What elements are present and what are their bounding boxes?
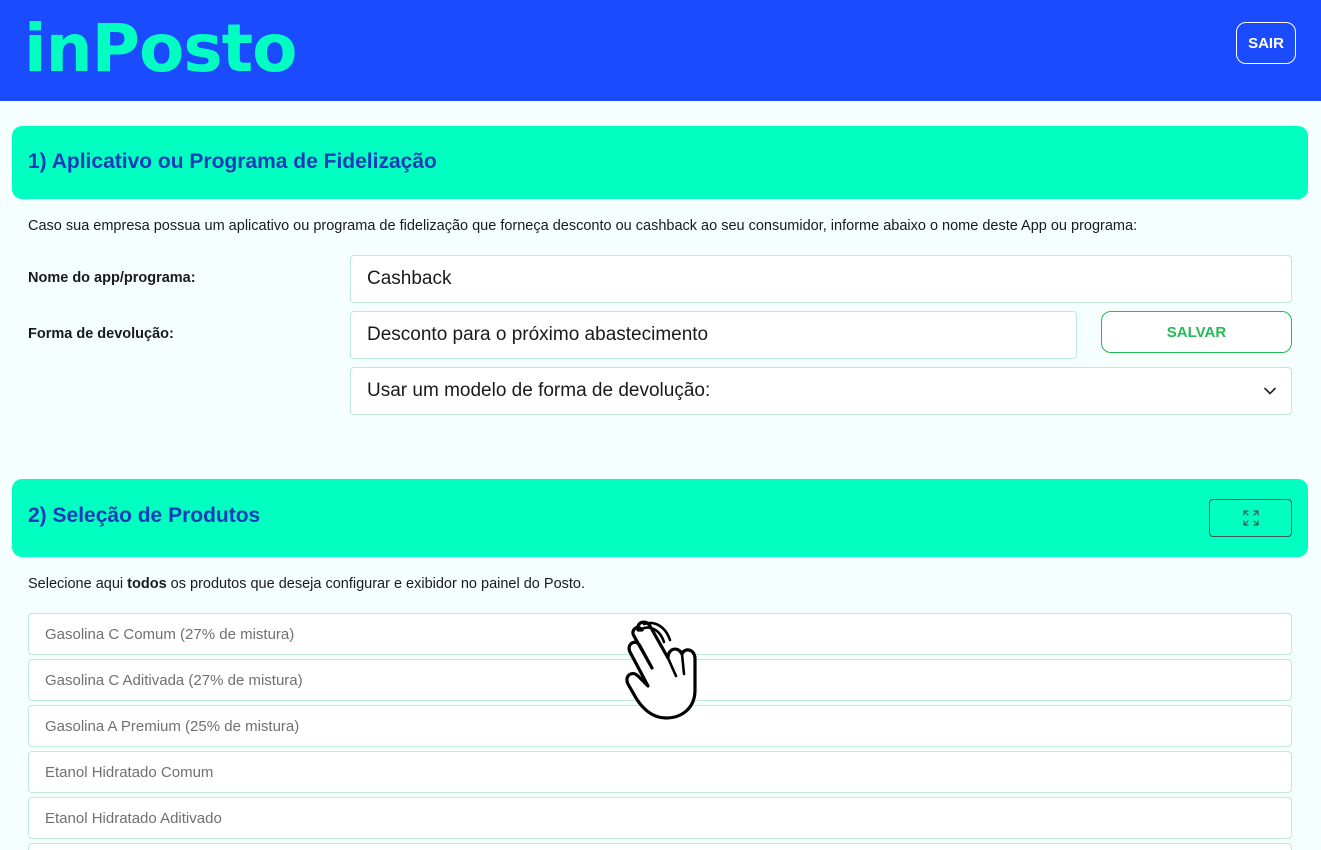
save-button[interactable]: SALVAR	[1101, 311, 1292, 353]
section-loyalty-header	[12, 126, 1308, 199]
product-item[interactable]: Gasolina A Premium (25% de mistura)	[28, 705, 1292, 747]
products-description-pre: Selecione aqui	[28, 576, 128, 592]
expand-button[interactable]	[1209, 499, 1292, 537]
return-model-select-value: Usar um modelo de forma de devolução:	[367, 380, 711, 401]
products-description	[28, 576, 585, 592]
loyalty-description: Caso sua empresa possua um aplicativo ou programa de fidelização que forneça desconto ou cashback ao seu consumidor, informe abaixo o nome deste App ou programa:	[28, 218, 1138, 234]
section-products-title: 2) Seleção de Produtos	[28, 504, 261, 527]
chevron-down-icon	[1263, 384, 1277, 398]
return-model-select[interactable]	[350, 367, 1292, 415]
product-item[interactable]: Etanol Hidratado Aditivado	[28, 797, 1292, 839]
logout-button[interactable]: SAIR	[1236, 22, 1296, 64]
hand-pointer-icon	[622, 618, 700, 722]
section-loyalty-title: 1) Aplicativo ou Programa de Fidelização	[28, 150, 437, 173]
return-method-label: Forma de devolução:	[28, 326, 174, 342]
products-description-post: os produtos que deseja configurar e exibidor no painel do Posto.	[166, 576, 586, 592]
product-item[interactable]: Gasolina C Aditivada (27% de mistura)	[28, 659, 1292, 701]
products-description-bold: todos	[127, 576, 167, 592]
expand-icon	[1242, 509, 1260, 527]
return-method-input[interactable]: Desconto para o próximo abastecimento	[350, 311, 1077, 359]
product-item[interactable]: Etanol Hidratado Comum	[28, 751, 1292, 793]
app-logo[interactable]: inPosto	[24, 10, 297, 87]
product-item[interactable]: Gasolina C Comum (27% de mistura)	[28, 613, 1292, 655]
product-item[interactable]	[28, 843, 1292, 850]
app-name-input[interactable]: Cashback	[350, 255, 1292, 303]
app-name-label: Nome do app/programa:	[28, 270, 196, 286]
section-products-header	[12, 479, 1308, 557]
top-bar	[0, 0, 1321, 101]
